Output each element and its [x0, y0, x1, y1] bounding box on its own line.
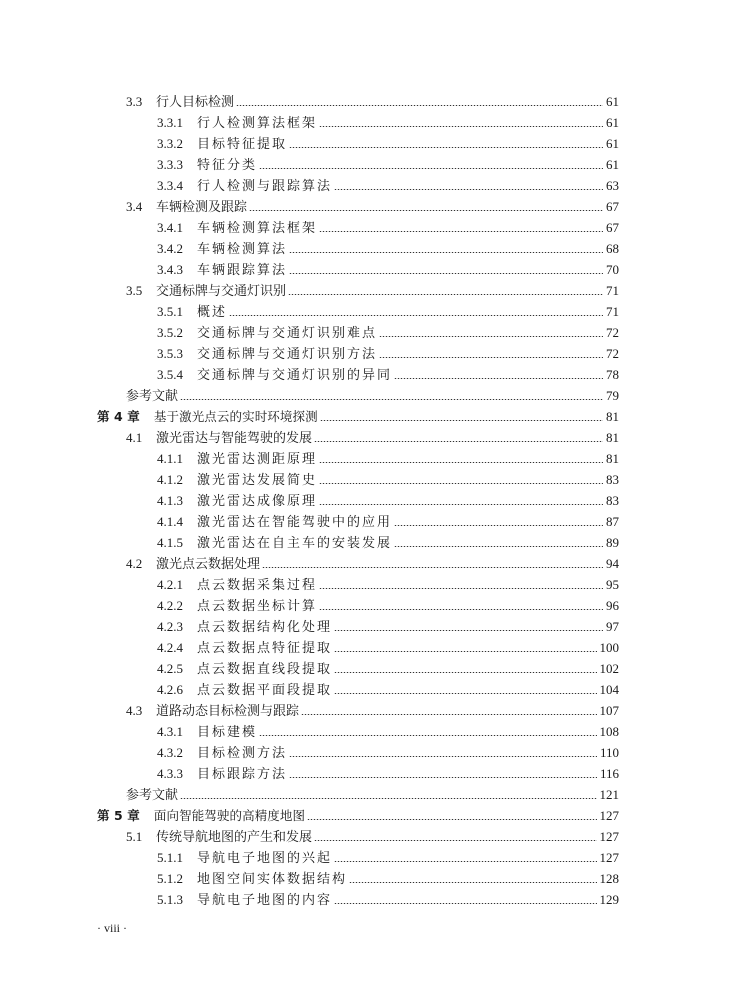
toc-entry-title: 激光雷达在自主车的安装发展	[197, 535, 393, 550]
toc-entry-page-number: 67	[606, 199, 619, 214]
dot-leader	[180, 399, 603, 400]
toc-entry-sub[interactable]	[0, 868, 729, 889]
toc-entry-page-number: 102	[599, 661, 619, 676]
toc-entry-page-number: 94	[606, 556, 619, 571]
toc-entry-number: 4.1.4	[157, 514, 183, 529]
toc-entry-number: 4.3.3	[157, 766, 183, 781]
toc-entry-title: 车辆检测算法框架	[197, 220, 318, 235]
toc-entry-number: 5.1.1	[157, 850, 183, 865]
toc-entry-title: 点云数据结构化处理	[197, 619, 333, 634]
table-of-contents	[0, 91, 729, 910]
toc-entry-sub[interactable]	[0, 133, 729, 154]
dot-leader	[319, 588, 603, 589]
dot-leader	[319, 483, 603, 484]
dot-leader	[379, 357, 603, 358]
toc-entry-number: 4.1	[126, 430, 143, 445]
dot-leader	[319, 504, 603, 505]
toc-entry-page-number: 61	[606, 136, 619, 151]
toc-entry-number: 4.1.2	[157, 472, 183, 487]
toc-entry-page-number: 67	[606, 220, 619, 235]
toc-entry-section[interactable]	[0, 826, 729, 847]
toc-entry-page-number: 72	[606, 325, 619, 340]
toc-entry-title: 交通标牌与交通灯识别的异同	[197, 367, 393, 382]
dot-leader	[307, 819, 596, 820]
toc-entry-sub[interactable]	[0, 637, 729, 658]
toc-entry-sub[interactable]	[0, 364, 729, 385]
toc-entry-section[interactable]	[0, 91, 729, 112]
toc-entry-page-number: 71	[606, 304, 619, 319]
toc-entry-number: 3.5.3	[157, 346, 183, 361]
dot-leader	[379, 336, 603, 337]
dot-leader	[236, 105, 603, 106]
toc-entry-page-number: 116	[599, 766, 619, 781]
toc-entry-sub[interactable]	[0, 763, 729, 784]
toc-entry-number: 4.1.5	[157, 535, 183, 550]
toc-entry-sub[interactable]	[0, 469, 729, 490]
toc-entry-section[interactable]	[0, 553, 729, 574]
toc-entry-sub[interactable]	[0, 574, 729, 595]
toc-entry-page-number: 128	[599, 871, 619, 886]
toc-entry-section[interactable]	[0, 280, 729, 301]
toc-entry-title: 特征分类	[197, 157, 258, 172]
toc-entry-page-number: 83	[606, 472, 619, 487]
dot-leader	[319, 462, 603, 463]
toc-entry-number: 5.1.3	[157, 892, 183, 907]
toc-entry-sub[interactable]	[0, 490, 729, 511]
toc-entry-number: 4.2	[126, 556, 143, 571]
dot-leader	[394, 378, 603, 379]
toc-entry-number: 5.1	[126, 829, 143, 844]
toc-entry-number: 3.3.2	[157, 136, 183, 151]
toc-entry-title: 参考文献	[126, 787, 179, 802]
toc-entry-sub[interactable]	[0, 679, 729, 700]
dot-leader	[314, 441, 603, 442]
toc-entry-number: 3.3.4	[157, 178, 183, 193]
toc-entry-title: 基于激光点云的实时环境探测	[153, 409, 318, 424]
toc-entry-number: 3.3.1	[157, 115, 183, 130]
toc-entry-number: 4.2.1	[157, 577, 183, 592]
dot-leader	[229, 315, 603, 316]
dot-leader	[334, 651, 596, 652]
toc-entry-page-number: 70	[606, 262, 619, 277]
toc-entry-number: 3.5.2	[157, 325, 183, 340]
toc-entry-title: 激光点云数据处理	[156, 556, 261, 571]
toc-entry-page-number: 110	[599, 745, 619, 760]
toc-entry-page-number: 81	[606, 451, 619, 466]
toc-entry-section[interactable]	[0, 196, 729, 217]
dot-leader	[394, 525, 603, 526]
toc-entry-page-number: 81	[606, 409, 619, 424]
toc-entry-title: 激光雷达成像原理	[197, 493, 318, 508]
dot-leader	[259, 168, 603, 169]
toc-entry-page-number: 68	[606, 241, 619, 256]
dot-leader	[289, 252, 603, 253]
toc-entry-sub[interactable]	[0, 217, 729, 238]
toc-entry-page-number: 129	[599, 892, 619, 907]
toc-entry-page-number: 72	[606, 346, 619, 361]
dot-leader	[319, 126, 603, 127]
toc-entry-number: 4.2.2	[157, 598, 183, 613]
toc-entry-title: 点云数据直线段提取	[197, 661, 333, 676]
toc-entry-sub[interactable]	[0, 889, 729, 910]
toc-entry-title: 车辆跟踪算法	[197, 262, 288, 277]
toc-entry-page-number: 95	[606, 577, 619, 592]
toc-entry-title: 参考文献	[126, 388, 179, 403]
toc-entry-title: 目标检测方法	[197, 745, 288, 760]
toc-entry-number: 3.4.2	[157, 241, 183, 256]
page-number-footer: · viii ·	[97, 921, 127, 935]
toc-entry-page-number: 61	[606, 94, 619, 109]
toc-entry-sub[interactable]	[0, 175, 729, 196]
dot-leader	[319, 609, 603, 610]
dot-leader	[319, 231, 603, 232]
toc-entry-page-number: 97	[606, 619, 619, 634]
toc-entry-page-number: 61	[606, 157, 619, 172]
toc-entry-sub[interactable]	[0, 301, 729, 322]
dot-leader	[334, 189, 603, 190]
toc-entry-title: 行人检测与跟踪算法	[197, 178, 333, 193]
toc-entry-number: 4.3.1	[157, 724, 183, 739]
toc-entry-number: 3.3.3	[157, 157, 183, 172]
dot-leader	[349, 882, 596, 883]
toc-entry-number: 4.2.3	[157, 619, 183, 634]
toc-entry-page-number: 83	[606, 493, 619, 508]
toc-entry-page-number: 127	[599, 850, 619, 865]
dot-leader	[289, 147, 603, 148]
toc-entry-page-number: 121	[599, 787, 619, 802]
toc-entry-page-number: 87	[606, 514, 619, 529]
toc-entry-sub[interactable]	[0, 238, 729, 259]
toc-entry-page-number: 127	[599, 808, 619, 823]
dot-leader	[289, 756, 597, 757]
dot-leader	[262, 567, 603, 568]
toc-entry-page-number: 104	[599, 682, 619, 697]
toc-entry-page-number: 79	[606, 388, 619, 403]
toc-entry-title: 地图空间实体数据结构	[197, 871, 348, 886]
toc-entry-number: 4.1.1	[157, 451, 183, 466]
dot-leader	[180, 798, 596, 799]
dot-leader	[259, 735, 596, 736]
toc-entry-page-number: 107	[599, 703, 619, 718]
toc-entry-title: 概述	[197, 304, 228, 319]
toc-entry-page-number: 127	[599, 829, 619, 844]
toc-entry-number: 4.2.5	[157, 661, 183, 676]
toc-entry-title: 目标特征提取	[197, 136, 288, 151]
toc-entry-title: 车辆检测及跟踪	[156, 199, 248, 214]
toc-entry-sub[interactable]	[0, 721, 729, 742]
toc-entry-ref[interactable]	[0, 385, 729, 406]
toc-entry-number: 4.3.2	[157, 745, 183, 760]
toc-entry-title: 交通标牌与交通灯识别	[156, 283, 287, 298]
toc-entry-title: 点云数据点特征提取	[197, 640, 333, 655]
toc-entry-title: 激光雷达与智能驾驶的发展	[156, 430, 313, 445]
toc-entry-sub[interactable]	[0, 448, 729, 469]
toc-entry-number: 4.1.3	[157, 493, 183, 508]
toc-entry-section[interactable]	[0, 427, 729, 448]
toc-entry-page-number: 81	[606, 430, 619, 445]
toc-entry-title: 导航电子地图的内容	[197, 892, 333, 907]
toc-entry-title: 车辆检测算法	[197, 241, 288, 256]
dot-leader	[334, 630, 603, 631]
dot-leader	[249, 210, 603, 211]
dot-leader	[288, 294, 603, 295]
toc-entry-number: 5.1.2	[157, 871, 183, 886]
dot-leader	[334, 693, 596, 694]
toc-entry-page-number: 63	[606, 178, 619, 193]
toc-entry-page-number: 108	[599, 724, 619, 739]
toc-entry-page-number: 89	[606, 535, 619, 550]
toc-entry-number: 3.4.3	[157, 262, 183, 277]
toc-entry-title: 传统导航地图的产生和发展	[156, 829, 313, 844]
toc-entry-title: 道路动态目标检测与跟踪	[156, 703, 300, 718]
toc-entry-title: 面向智能驾驶的高精度地图	[153, 808, 306, 823]
toc-entry-sub[interactable]	[0, 616, 729, 637]
toc-entry-number: 3.5.1	[157, 304, 183, 319]
dot-leader	[334, 903, 596, 904]
toc-entry-sub[interactable]	[0, 742, 729, 763]
toc-entry-number: 4.2.6	[157, 682, 183, 697]
toc-entry-number: 3.5	[126, 283, 143, 298]
toc-entry-page-number: 100	[599, 640, 619, 655]
toc-entry-title: 行人目标检测	[156, 94, 235, 109]
toc-entry-sub[interactable]	[0, 532, 729, 553]
toc-entry-page-number: 71	[606, 283, 619, 298]
toc-entry-sub[interactable]	[0, 595, 729, 616]
toc-entry-sub[interactable]	[0, 259, 729, 280]
toc-entry-section[interactable]	[0, 700, 729, 721]
toc-entry-title: 点云数据坐标计算	[197, 598, 318, 613]
toc-entry-sub[interactable]	[0, 322, 729, 343]
toc-entry-number: 3.4.1	[157, 220, 183, 235]
toc-entry-title: 目标跟踪方法	[197, 766, 288, 781]
toc-entry-number: 4.3	[126, 703, 143, 718]
dot-leader	[334, 861, 596, 862]
toc-entry-title: 行人检测算法框架	[197, 115, 318, 130]
dot-leader	[289, 273, 603, 274]
toc-entry-title: 点云数据平面段提取	[197, 682, 333, 697]
toc-entry-title: 交通标牌与交通灯识别方法	[197, 346, 378, 361]
toc-entry-number: 4.2.4	[157, 640, 183, 655]
toc-entry-page-number: 61	[606, 115, 619, 130]
toc-entry-page-number: 78	[606, 367, 619, 382]
dot-leader	[301, 714, 596, 715]
toc-entry-number: 第 5 章	[97, 808, 140, 823]
toc-entry-chapter[interactable]	[0, 805, 729, 826]
toc-entry-title: 激光雷达测距原理	[197, 451, 318, 466]
toc-entry-sub[interactable]	[0, 343, 729, 364]
toc-entry-number: 3.3	[126, 94, 143, 109]
toc-entry-page-number: 96	[606, 598, 619, 613]
toc-entry-chapter[interactable]	[0, 406, 729, 427]
dot-leader	[320, 420, 603, 421]
dot-leader	[314, 840, 596, 841]
toc-entry-title: 导航电子地图的兴起	[197, 850, 333, 865]
dot-leader	[334, 672, 596, 673]
toc-entry-title: 目标建模	[197, 724, 258, 739]
toc-entry-sub[interactable]	[0, 112, 729, 133]
toc-entry-title: 激光雷达发展简史	[197, 472, 318, 487]
dot-leader	[394, 546, 603, 547]
dot-leader	[289, 777, 597, 778]
toc-entry-sub[interactable]	[0, 658, 729, 679]
toc-entry-title: 交通标牌与交通灯识别难点	[197, 325, 378, 340]
toc-entry-number: 3.4	[126, 199, 143, 214]
toc-entry-sub[interactable]	[0, 154, 729, 175]
toc-entry-sub[interactable]	[0, 847, 729, 868]
toc-entry-sub[interactable]	[0, 511, 729, 532]
toc-entry-ref[interactable]	[0, 784, 729, 805]
toc-entry-number: 第 4 章	[97, 409, 140, 424]
toc-entry-title: 激光雷达在智能驾驶中的应用	[197, 514, 393, 529]
toc-entry-number: 3.5.4	[157, 367, 183, 382]
toc-entry-title: 点云数据采集过程	[197, 577, 318, 592]
